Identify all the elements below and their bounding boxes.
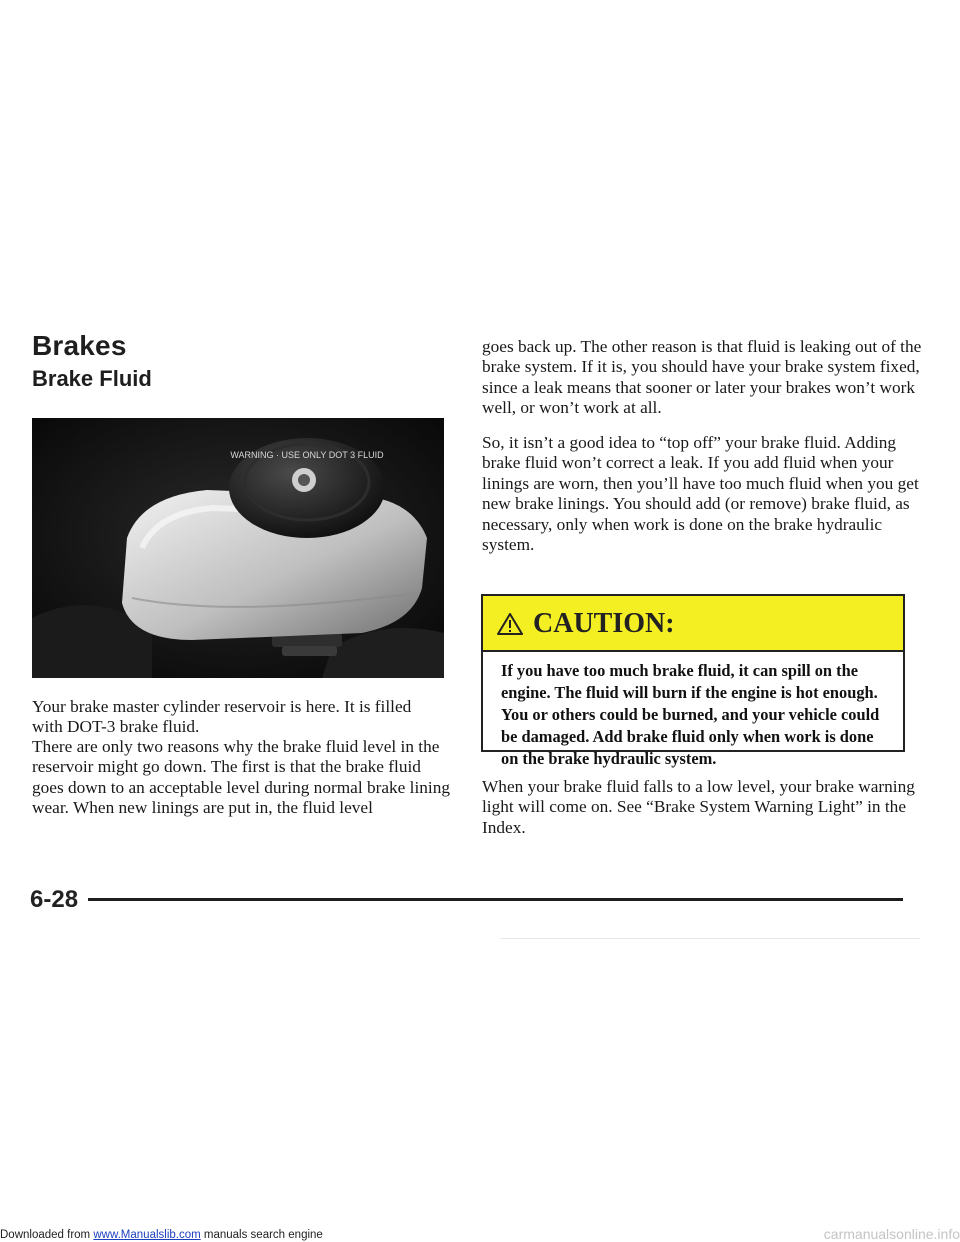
manualslib-link[interactable]: www.Manualslib.com bbox=[93, 1229, 201, 1241]
watermark: carmanualsonline.info bbox=[823, 1226, 960, 1242]
caution-text: If you have too much brake fluid, it can spill on the engine. The fluid will burn if the engine is hot enough. You or others could be burned, and your vehicle could be damaged. Add brake fluid only when work is done on the brake hydraulic system. bbox=[501, 661, 880, 768]
scan-line bbox=[500, 938, 920, 939]
footer-suffix: manuals search engine bbox=[200, 1229, 323, 1241]
caution-label: CAUTION: bbox=[533, 608, 675, 639]
warning-triangle-icon bbox=[497, 613, 523, 635]
paragraph-fluid-level: There are only two reasons why the brake fluid level in the reservoir might go down. The first is that the brake fluid goes down to an acceptable level during normal brake lining wear. When new linings are put in, the fluid level bbox=[32, 737, 450, 818]
page-number: 6-28 bbox=[30, 886, 79, 913]
cap-text: WARNING · USE ONLY DOT 3 FLUID bbox=[230, 450, 384, 460]
caution-box bbox=[481, 594, 905, 768]
brake-reservoir-photo bbox=[32, 418, 444, 678]
subsection-title: Brake Fluid bbox=[32, 366, 152, 391]
page-rule bbox=[88, 898, 903, 901]
paragraph-reservoir: Your brake master cylinder reservoir is here. It is filled with DOT-3 brake fluid. bbox=[32, 697, 412, 737]
paragraph-warning-light: When your brake fluid falls to a low level, your brake warning light will come on. See “Brake System Warning Light” in the Index. bbox=[482, 777, 915, 837]
footer-download-note bbox=[0, 1228, 323, 1242]
section-title: Brakes bbox=[32, 330, 127, 361]
footer-prefix: Downloaded from bbox=[0, 1229, 94, 1241]
caution-header bbox=[483, 596, 903, 652]
paragraph-leak: goes back up. The other reason is that fluid is leaking out of the brake system. If it is, you should have your brake system fixed, since a leak means that sooner or later your brakes won’t work well, or won’t work at all. bbox=[482, 337, 922, 418]
paragraph-top-off: So, it isn’t a good idea to “top off” your brake fluid. Adding brake fluid won’t correct a leak. If you add fluid when your linings are worn, then you’ll have too much fluid when you get new brake linings. You should add (or remove) brake fluid, as necessary, only when work is done on the brake hydraulic system. bbox=[482, 433, 919, 555]
